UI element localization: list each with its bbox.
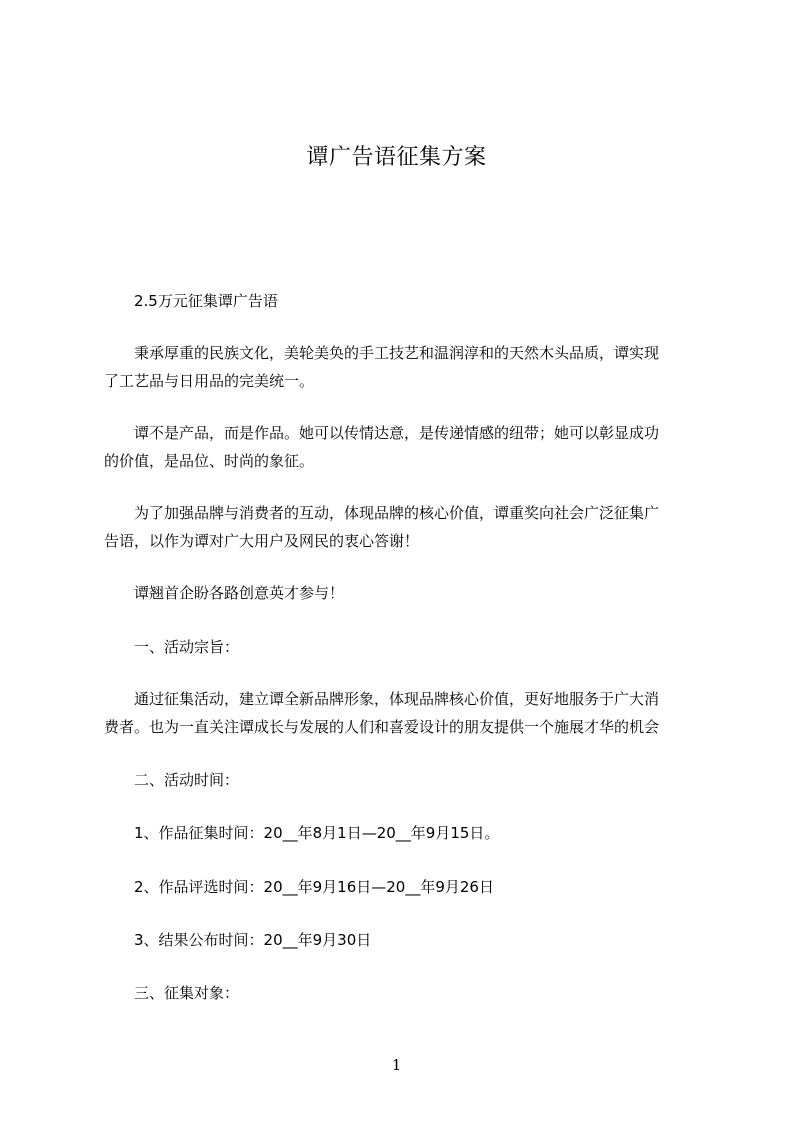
paragraph-2-line-2: 的价值，是品位、时尚的象征。 [104,452,315,470]
paragraph-3-line-2: 告语，以作为谭对广大用户及网民的衷心答谢！ [104,532,420,550]
paragraph-3-line-1: 为了加强品牌与消费者的互动，体现品牌的核心价值，谭重奖向社会广泛征集广 [134,504,660,522]
paragraph-1-line-2: 了工艺品与日用品的完美统一。 [104,372,315,390]
section-1-body-line-2: 费者。也为一直关注谭成长与发展的人们和喜爱设计的朋友提供一个施展才华的机会 [104,718,660,736]
section-1-heading: 一、活动宗旨： [134,638,240,656]
section-1-body-line-1: 通过征集活动，建立谭全新品牌形象，体现品牌核心价值，更好地服务于广大消 [134,690,660,708]
time-item-1: 1、作品征集时间：20__年8月1日—20__年9月15日。 [134,824,500,842]
paragraph-1-line-1: 秉承厚重的民族文化，美轮美奂的手工技艺和温润淳和的天然木头品质，谭实现 [134,344,660,362]
section-2-heading: 二、活动时间： [134,771,240,789]
paragraph-4: 谭翘首企盼各路创意英才参与！ [134,584,345,602]
document-title: 谭广告语征集方案 [306,145,487,170]
section-3-heading: 三、征集对象： [134,984,240,1002]
paragraph-2-line-1: 谭不是产品，而是作品。她可以传情达意，是传递情感的纽带；她可以彰显成功 [134,424,660,442]
page-number: 1 [391,1056,402,1074]
time-item-2: 2、作品评选时间：20__年9月16日—20__年9月26日 [134,878,494,896]
intro-heading: 2.5万元征集谭广告语 [134,292,278,310]
time-item-3: 3、结果公布时间：20__年9月30日 [134,931,372,949]
